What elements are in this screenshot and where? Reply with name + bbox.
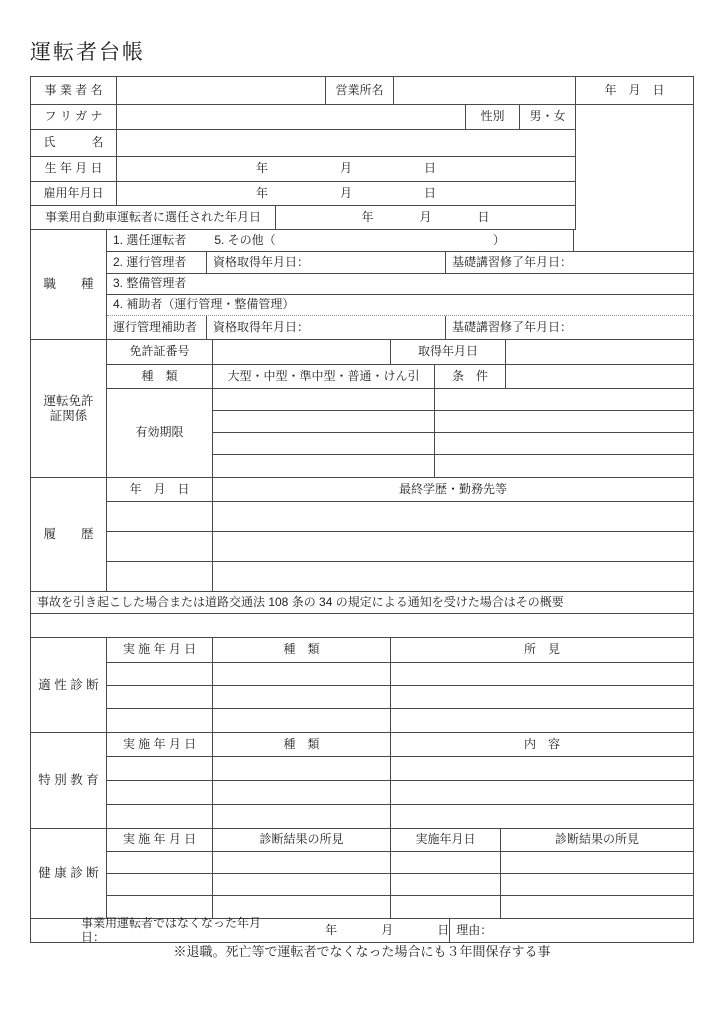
business-name-cell xyxy=(117,77,326,104)
history-row xyxy=(107,502,693,532)
job-option-5: 5. その他（ xyxy=(214,232,276,247)
aptitude-date-header: 実 施 年 月 日 xyxy=(107,638,213,662)
day-label: 日 xyxy=(424,185,437,200)
history-header-row xyxy=(107,478,693,502)
job-option-4: 4. 補助者（運行管理・整備管理） xyxy=(113,297,295,312)
special-education-row xyxy=(107,781,693,805)
section-aptitude xyxy=(31,638,693,732)
qualification-date-label: 資格取得年月日： xyxy=(207,316,446,339)
basic-course-date-label: 基礎講習修了年月日： xyxy=(452,319,573,334)
license-number-label: 免許証番号 xyxy=(107,340,213,364)
birthdate-cell xyxy=(117,157,576,181)
license-number-cell xyxy=(213,340,391,364)
health-finding-header: 診断結果の所見 xyxy=(213,829,391,851)
year-label: 年 xyxy=(361,209,374,224)
history-row xyxy=(107,562,693,591)
aptitude-finding-header: 所 見 xyxy=(523,642,560,657)
aptitude-row xyxy=(107,709,693,732)
row-furigana xyxy=(31,105,576,130)
special-education-date-header: 実 施 年 月 日 xyxy=(107,733,213,756)
hiredate-label: 雇用年月日 xyxy=(31,182,117,205)
health-date-header: 実 施 年 月 日 xyxy=(107,829,213,851)
health-date-header-2: 実施年月日 xyxy=(391,829,501,851)
history-section-label: 履 歴 xyxy=(31,478,107,591)
job-row-1-cell xyxy=(107,230,574,251)
aptitude-section-label: 適 性 診 断 xyxy=(31,638,107,732)
qualification-date-label: 資格取得年月日： xyxy=(207,252,446,273)
job-type-section-label: 職 種 xyxy=(31,230,107,339)
aptitude-row xyxy=(107,663,693,686)
job-option-5-close-paren: ） xyxy=(492,232,505,247)
section-special-education xyxy=(31,732,693,828)
day-label: 日 xyxy=(424,161,437,176)
expiry-row xyxy=(213,411,693,433)
license-acquired-label: 取得年月日 xyxy=(391,340,506,364)
license-kind-row xyxy=(107,365,693,389)
job-row-2 xyxy=(107,251,693,274)
operation-manager-assistant-label: 運行管理補助者 xyxy=(107,316,207,339)
section-license xyxy=(31,339,693,477)
expiry-row xyxy=(213,433,693,455)
no-longer-driver-label: 事業用運転者ではなくなった年月日： xyxy=(81,915,262,944)
business-name-label: 事 業 者 名 xyxy=(31,77,117,104)
page-title: 運転者台帳 xyxy=(30,41,145,64)
appointed-label: 事業用自動車運転者に選任された年月日 xyxy=(31,206,276,229)
history-row xyxy=(107,532,693,562)
special-education-section-label: 特 別 教 育 xyxy=(31,733,107,828)
aptitude-kind-header: 種 類 xyxy=(213,638,391,662)
job-option-1: 1. 選任運転者 xyxy=(113,232,187,247)
accident-detail-row xyxy=(31,614,693,638)
year-label: 年 xyxy=(325,922,338,937)
history-date-header: 年 月 日 xyxy=(107,478,213,501)
photo-area xyxy=(576,105,694,251)
basic-course-date-label: 基礎講習修了年月日： xyxy=(452,254,573,269)
row-hiredate xyxy=(31,182,576,206)
reason-cell: 理由： xyxy=(456,922,493,937)
furigana-cell xyxy=(117,105,466,129)
license-acquired-cell xyxy=(506,340,693,364)
month-label: 月 xyxy=(419,209,432,224)
special-education-row xyxy=(107,805,693,828)
no-longer-driver-date-cell xyxy=(31,915,450,944)
office-name-label: 営業所名 xyxy=(326,77,394,104)
section-health-check xyxy=(31,828,693,918)
record-date-cell: 年 月 日 xyxy=(604,82,665,97)
license-kind-label: 種 類 xyxy=(107,365,213,388)
license-section-label: 運転免許 証関係 xyxy=(31,340,107,477)
row-appointed xyxy=(31,206,576,230)
health-check-row xyxy=(107,874,693,896)
license-expiry-label: 有効期限 xyxy=(107,389,213,477)
accident-note-row xyxy=(31,591,693,614)
license-expiry-block xyxy=(107,389,693,477)
job-row-3 xyxy=(107,274,693,295)
day-label: 日 xyxy=(477,209,490,224)
job-row-4 xyxy=(107,295,693,316)
furigana-label: フ リ ガ ナ xyxy=(31,105,117,129)
month-label: 月 xyxy=(339,161,352,176)
job-row-5 xyxy=(107,316,693,339)
row-name xyxy=(31,130,576,157)
day-label: 日 xyxy=(437,922,450,937)
appointed-date-cell xyxy=(276,206,576,229)
health-check-row xyxy=(107,896,693,918)
sex-label: 性別 xyxy=(466,105,520,129)
hiredate-cell xyxy=(117,182,576,205)
history-detail-header: 最終学歴・勤務先等 xyxy=(398,481,507,496)
sex-value: 男・女 xyxy=(520,105,576,129)
license-condition-label: 条 件 xyxy=(435,365,506,388)
aptitude-row xyxy=(107,686,693,709)
health-check-header-row xyxy=(107,829,693,852)
expiry-row xyxy=(213,455,693,477)
special-education-kind-header: 種 類 xyxy=(213,733,391,756)
retention-footnote: ※退職。死亡等で運転者でなくなった場合にも３年間保存する事 xyxy=(173,944,551,959)
row-no-longer-driver xyxy=(31,915,693,944)
health-check-section-label: 健 康 診 断 xyxy=(31,829,107,918)
job-option-2: 2. 運行管理者 xyxy=(107,252,207,273)
license-number-row xyxy=(107,340,693,365)
birthdate-label: 生 年 月 日 xyxy=(31,157,117,181)
accident-note-text: 事故を引き起こした場合または道路交通法 108 条の 34 の規定による通知を受けた場合はその概要 xyxy=(37,594,564,609)
health-check-row xyxy=(107,852,693,874)
health-finding-header-2: 診断結果の所見 xyxy=(554,832,639,847)
name-cell xyxy=(117,130,576,156)
year-label: 年 xyxy=(255,161,268,176)
month-label: 月 xyxy=(339,185,352,200)
row-business xyxy=(31,77,693,105)
special-education-header-row xyxy=(107,733,693,757)
special-education-row xyxy=(107,757,693,781)
aptitude-header-row xyxy=(107,638,693,663)
job-option-3: 3. 整備管理者 xyxy=(113,276,187,291)
expiry-row xyxy=(213,389,693,411)
office-name-cell xyxy=(394,77,576,104)
driver-register-table xyxy=(30,76,694,943)
name-label: 氏 名 xyxy=(31,130,117,156)
row-birthdate xyxy=(31,157,576,182)
license-kind-options: 大型・中型・準中型・普通・けん引 xyxy=(213,365,435,388)
special-education-content-header: 内 容 xyxy=(523,736,560,751)
section-history xyxy=(31,477,693,591)
year-label: 年 xyxy=(255,185,268,200)
license-condition-cell xyxy=(506,365,693,388)
month-label: 月 xyxy=(381,922,394,937)
